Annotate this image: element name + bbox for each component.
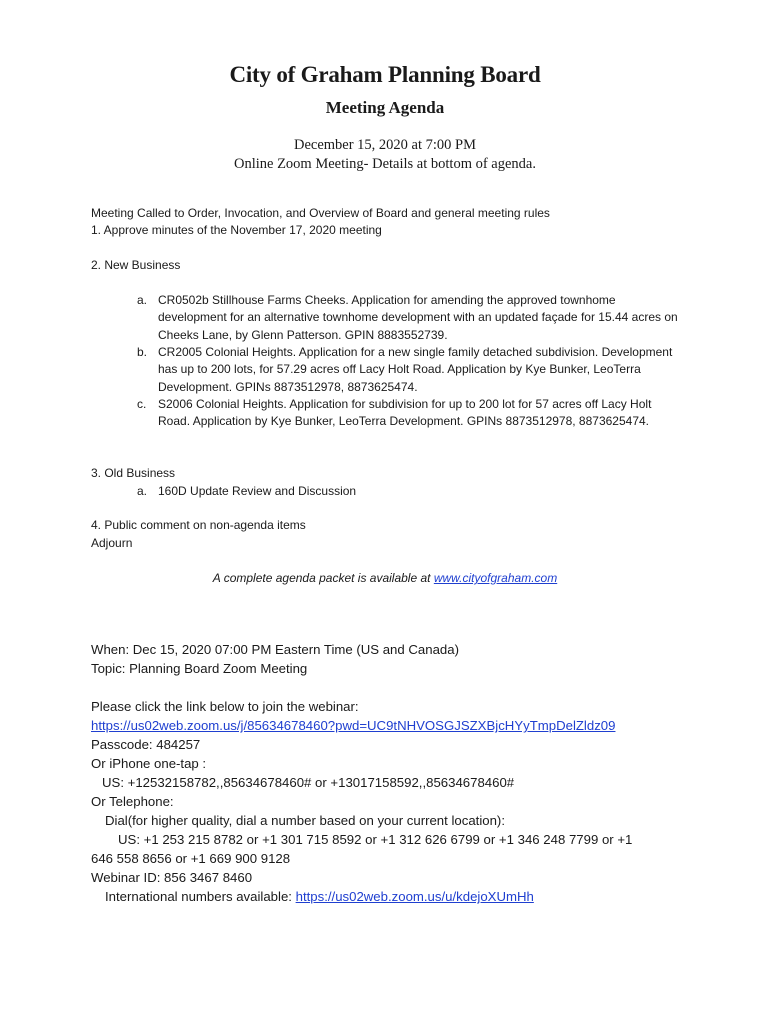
new-business-a-marker: a.	[137, 293, 148, 307]
meeting-location: Online Zoom Meeting- Details at bottom of agenda.	[233, 156, 536, 172]
zoom-join-link[interactable]: https://us02web.zoom.us/j/85634678460?pwd=UC9tNHVOSGJSZXBjcHYyTmpDelZldz09	[91, 718, 616, 733]
zoom-webinar-id: Webinar ID: 856 3467 8460	[91, 870, 253, 885]
zoom-passcode: Passcode: 484257	[91, 737, 201, 752]
zoom-intl-text: International numbers available:	[105, 889, 296, 904]
agenda-item-1: 1. Approve minutes of the November 17, 2020 meeting	[91, 223, 382, 237]
new-business-c-marker: c.	[137, 397, 147, 411]
zoom-us-numbers-1: US: +1 253 215 8782 or +1 301 715 8592 or +1 312 626 6799 or +1 346 248 7799 or +1	[118, 832, 633, 847]
zoom-iphone-label: Or iPhone one-tap :	[91, 756, 207, 771]
old-business-a-text: 160D Update Review and Discussion	[158, 484, 357, 498]
agenda-item-2: 2. New Business	[91, 258, 181, 272]
new-business-b-marker: b.	[137, 345, 148, 359]
new-business-b-text: CR2005 Colonial Heights. Application for a new single family detached subdivision. Development has up to 200 lots, for 57.29 acres off Lacy Holt Road. Application by Kye Bunker, LeoTerra Development. GPINs 8873512978, 8873625474.	[158, 345, 673, 394]
agenda-packet-notice	[0, 570, 770, 587]
zoom-join-link-line	[91, 716, 615, 735]
new-business-a-text: CR0502b Stillhouse Farms Cheeks. Application for amending the approved townhome development for an alternative townhome development with an updated façade for 15.44 acres on Cheeks Lane, by Glenn Patterson. GPIN 8883552739.	[158, 293, 678, 342]
zoom-when: When: Dec 15, 2020 07:00 PM Eastern Time (US and Canada)	[91, 642, 459, 657]
zoom-telephone-label: Or Telephone:	[91, 794, 174, 809]
zoom-join-text: Please click the link below to join the webinar:	[91, 699, 359, 714]
new-business-c-text: S2006 Colonial Heights. Application for subdivision for up to 200 lot for 57 acres off Lacy Holt Road. Application by Kye Bunker, LeoTerra Development. GPINs 8873512978, 8873625474.	[158, 397, 652, 429]
agenda-item-3: 3. Old Business	[91, 466, 176, 480]
meeting-date: December 15, 2020 at 7:00 PM	[293, 137, 477, 153]
agenda-adjourn: Adjourn	[91, 536, 133, 550]
zoom-us-numbers-2: 646 558 8656 or +1 669 900 9128	[91, 851, 291, 866]
zoom-topic: Topic: Planning Board Zoom Meeting	[91, 661, 308, 676]
page-subtitle: Meeting Agenda	[325, 98, 445, 117]
agenda-item-4: 4. Public comment on non-agenda items	[91, 518, 306, 532]
zoom-international-line	[105, 887, 534, 906]
zoom-dial-text: Dial(for higher quality, dial a number based on your current location):	[105, 813, 505, 828]
old-business-a-marker: a.	[137, 484, 148, 498]
zoom-iphone-numbers: US: +12532158782,,85634678460# or +13017158592,,85634678460#	[102, 775, 515, 790]
zoom-intl-link[interactable]: https://us02web.zoom.us/u/kdejoXUmHh	[295, 889, 534, 904]
notice-text: A complete agenda packet is available at	[212, 571, 434, 585]
city-website-link[interactable]: www.cityofgraham.com	[433, 571, 558, 585]
agenda-opening: Meeting Called to Order, Invocation, and Overview of Board and general meeting rules	[91, 206, 550, 220]
page-title: City of Graham Planning Board	[229, 62, 541, 87]
